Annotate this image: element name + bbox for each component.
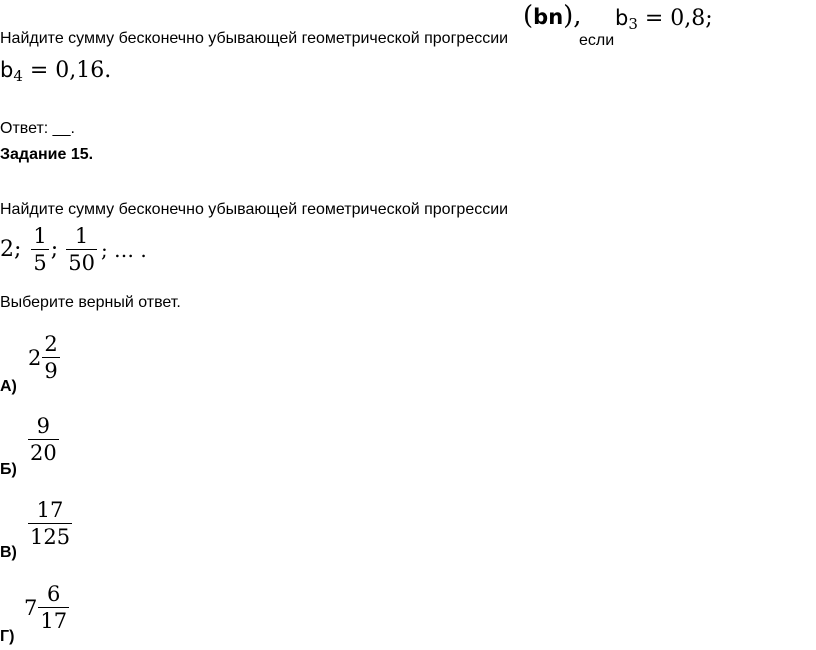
task-statement: Найдите сумму бесконечно убывающей геометрической прогрессии bbox=[0, 201, 509, 218]
if-word: если bbox=[579, 32, 615, 49]
answer-line: Ответ: __. bbox=[0, 120, 75, 137]
term-fraction-1: $\frac{1}{5}$ bbox=[33, 224, 47, 275]
option-b-value: $\frac{9}{20}$ bbox=[30, 414, 57, 465]
option-g-value: 7 $\frac{6}{17}$ bbox=[24, 582, 68, 633]
b4-condition: b4 = 0,16. bbox=[0, 58, 112, 85]
task-heading: Задание 15. bbox=[0, 146, 94, 163]
choose-prompt: Выберите верный ответ. bbox=[0, 294, 181, 311]
option-v-value: $\frac{17}{125}$ bbox=[30, 498, 71, 549]
option-v-label[interactable]: В) bbox=[0, 544, 17, 561]
option-a-label[interactable]: А) bbox=[0, 378, 17, 395]
term-fraction-2: $\frac{1}{50}$ bbox=[68, 224, 95, 275]
sequence-notation: (bn), bbox=[523, 1, 582, 31]
b3-condition: b3 = 0,8; bbox=[615, 6, 713, 33]
option-g-label[interactable]: Г) bbox=[0, 628, 15, 645]
sequence-terms: 2; $\frac{1}{5}$ ; $\frac{1}{50}$ ; … . bbox=[0, 224, 147, 275]
option-a-value: 2 $\frac{2}{9}$ bbox=[28, 332, 58, 383]
option-b-label[interactable]: Б) bbox=[0, 461, 17, 478]
term-first: 2; bbox=[0, 237, 22, 262]
problem-statement: Найдите сумму бесконечно убывающей геометрической прогрессии bbox=[0, 30, 509, 47]
